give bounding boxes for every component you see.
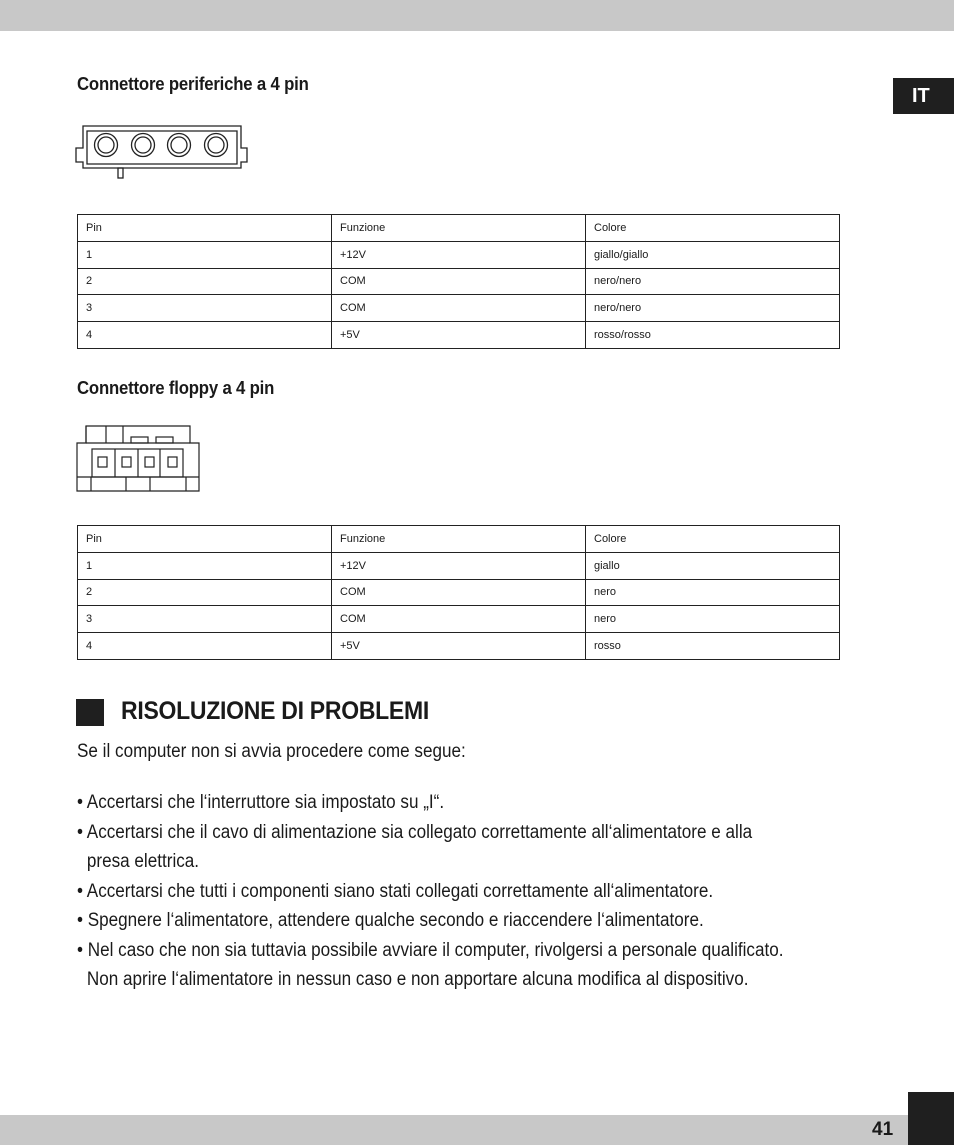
peripheral-connector-heading: Connettore periferiche a 4 pin [77,74,309,94]
peripheral-pin-table [77,214,840,349]
troubleshooting-list [77,788,842,995]
cell-pin: 2 [78,579,332,606]
floppy-pin-table [77,525,840,660]
table-row [78,268,840,295]
cell-funzione: COM [332,268,586,295]
cell-funzione: +12V [332,552,586,579]
list-item: • Nel caso che non sia tuttavia possibile avviare il computer, rivolgersi a personale qualificato. [77,939,784,961]
section-marker [76,699,104,726]
cell-colore: giallo [586,552,840,579]
header-bar [0,0,954,31]
cell-funzione: COM [332,295,586,322]
cell-pin: 2 [78,268,332,295]
footer-bar [0,1115,908,1145]
cell-colore: giallo/giallo [586,241,840,268]
cell-pin: 4 [78,633,332,660]
floppy-connector-diagram [76,425,202,493]
language-tab: IT [893,78,954,114]
list-item: • Spegnere l‘alimentatore, attendere qualche secondo e riaccendere l‘alimentatore. [77,910,704,931]
cell-pin: 4 [78,322,332,349]
troubleshooting-intro: Se il computer non si avvia procedere come segue: [77,741,466,762]
cell-funzione: +5V [332,322,586,349]
cell-colore: rosso/rosso [586,322,840,349]
footer-block [908,1092,954,1145]
list-item: • Accertarsi che il cavo di alimentazione sia collegato correttamente all‘alimentatore e alla [77,821,753,843]
floppy-connector-heading: Connettore floppy a 4 pin [77,378,275,398]
cell-pin: 1 [78,552,332,579]
list-item: • Accertarsi che l‘interruttore sia impostato su „I“. [77,792,445,813]
column-header-colore: Colore [586,526,840,553]
table-row [78,633,840,660]
troubleshooting-title: RISOLUZIONE DI PROBLEMI [121,697,429,725]
table-header-row [78,215,840,242]
column-header-pin: Pin [78,526,332,553]
column-header-pin: Pin [78,215,332,242]
cell-colore: nero [586,579,840,606]
list-item-continuation: presa elettrica. [86,851,200,872]
cell-colore: nero/nero [586,268,840,295]
column-header-funzione: Funzione [332,215,586,242]
cell-funzione: COM [332,579,586,606]
page-number: 41 [872,1119,894,1140]
table-row [78,241,840,268]
cell-pin: 1 [78,241,332,268]
cell-pin: 3 [78,606,332,633]
cell-funzione: +5V [332,633,586,660]
cell-funzione: +12V [332,241,586,268]
column-header-colore: Colore [586,215,840,242]
table-row [78,579,840,606]
table-row [78,552,840,579]
table-row [78,606,840,633]
list-item-continuation: Non aprire l‘alimentatore in nessun caso e non apportare alcuna modifica al dispositivo. [86,969,749,990]
column-header-funzione: Funzione [332,526,586,553]
cell-colore: nero [586,606,840,633]
table-header-row [78,526,840,553]
table-row [78,322,840,349]
peripheral-connector-diagram [75,122,250,182]
table-row [78,295,840,322]
cell-funzione: COM [332,606,586,633]
cell-colore: nero/nero [586,295,840,322]
list-item: • Accertarsi che tutti i componenti siano stati collegati correttamente all‘alimentatore. [77,880,714,902]
cell-pin: 3 [78,295,332,322]
cell-colore: rosso [586,633,840,660]
